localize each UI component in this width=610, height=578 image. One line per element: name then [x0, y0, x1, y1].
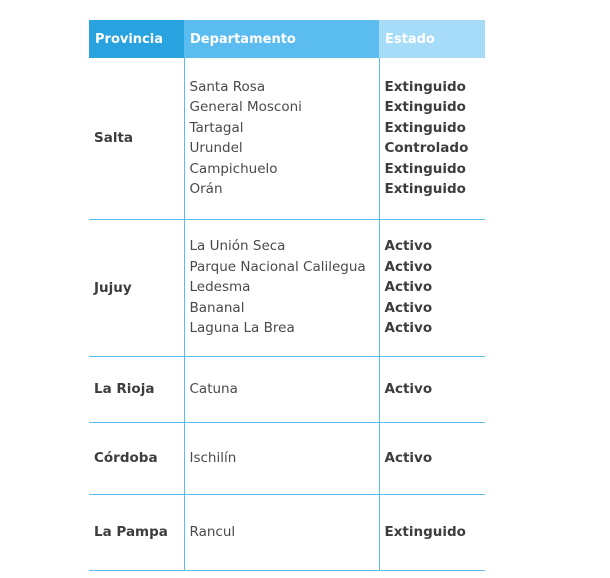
fires-table — [89, 20, 485, 571]
table-row-salta — [89, 58, 485, 219]
estado-item: Activo — [384, 299, 433, 316]
departamento-item: Bananal — [189, 299, 245, 316]
estado-item: Extinguido — [384, 119, 466, 136]
departamento-item: Tartagal — [189, 119, 244, 136]
estado-item: Activo — [384, 279, 433, 296]
table-body — [89, 58, 485, 570]
estado-item: Extinguido — [384, 181, 466, 198]
estado-item: Activo — [384, 258, 433, 275]
estado-cell — [379, 219, 485, 356]
departamento-cell — [184, 422, 379, 494]
header-provincia: Provincia — [89, 20, 184, 58]
table-row-cordoba — [89, 422, 485, 494]
departamento-item: General Mosconi — [189, 99, 302, 116]
departamento-item: Urundel — [189, 140, 243, 157]
header-row — [89, 20, 485, 58]
departamento-item: Ledesma — [189, 279, 251, 296]
estado-item: Extinguido — [384, 99, 466, 116]
estado-item: Activo — [384, 380, 433, 397]
departamento-cell — [184, 494, 379, 570]
estado-item: Activo — [384, 238, 433, 255]
table-row-jujuy — [89, 219, 485, 356]
estado-cell — [379, 422, 485, 494]
departamento-item: Orán — [189, 181, 223, 198]
departamento-cell — [184, 58, 379, 219]
table-row-la-pampa — [89, 494, 485, 570]
departamento-item: Santa Rosa — [189, 78, 266, 95]
estado-item: Controlado — [384, 140, 469, 157]
table-header — [89, 20, 485, 58]
provincia-cell: Salta — [89, 58, 184, 219]
estado-item: Extinguido — [384, 160, 466, 177]
estado-cell — [379, 356, 485, 422]
provincia-cell: Córdoba — [89, 422, 184, 494]
departamento-item: Rancul — [189, 523, 236, 540]
departamento-cell — [184, 219, 379, 356]
header-estado: Estado — [379, 20, 485, 58]
departamento-item: Laguna La Brea — [189, 320, 295, 337]
estado-item: Activo — [384, 320, 433, 337]
departamento-cell — [184, 356, 379, 422]
estado-item: Extinguido — [384, 523, 466, 540]
fires-table-container — [89, 20, 479, 571]
departamento-item: Parque Nacional Calilegua — [189, 258, 366, 275]
estado-cell — [379, 58, 485, 219]
estado-item: Activo — [384, 449, 433, 466]
estado-cell — [379, 494, 485, 570]
departamento-item: Campichuelo — [189, 160, 278, 177]
departamento-item: Catuna — [189, 380, 238, 397]
provincia-cell: La Pampa — [89, 494, 184, 570]
departamento-item: La Unión Seca — [189, 238, 286, 255]
departamento-item: Ischilín — [189, 449, 237, 466]
table-row-la-rioja — [89, 356, 485, 422]
estado-item: Extinguido — [384, 78, 466, 95]
provincia-cell: Jujuy — [89, 219, 184, 356]
header-departamento: Departamento — [184, 20, 379, 58]
provincia-cell: La Rioja — [89, 356, 184, 422]
